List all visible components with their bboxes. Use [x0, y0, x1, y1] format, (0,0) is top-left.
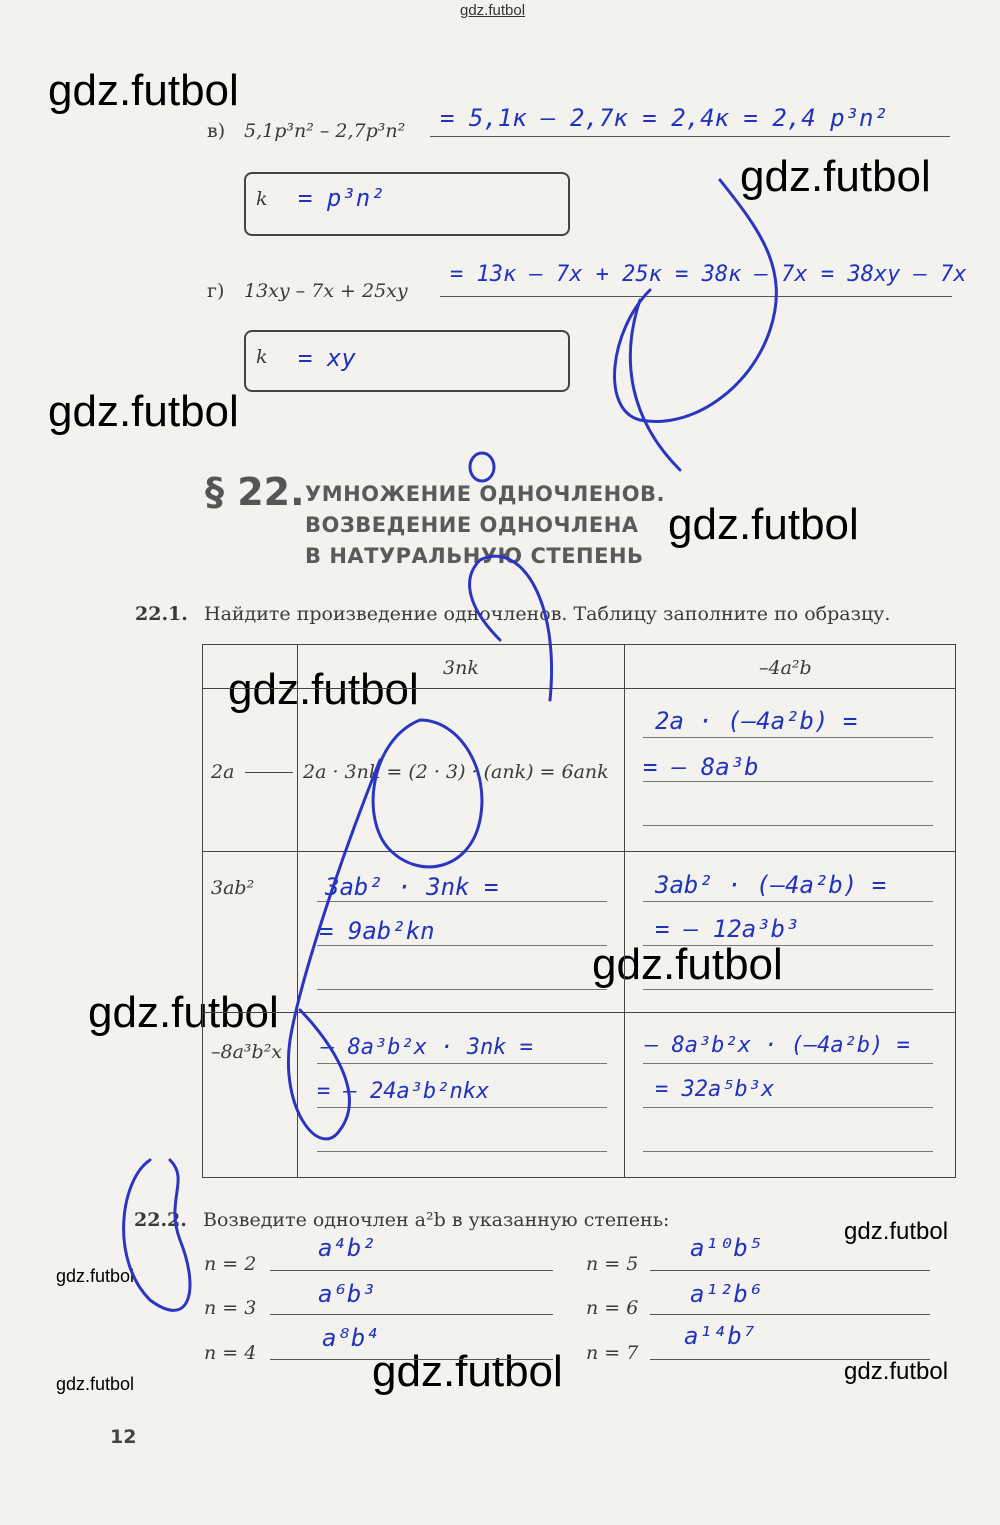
watermark: gdz.futbol: [740, 152, 931, 201]
power-label: n = 4: [204, 1342, 257, 1364]
watermark-top: gdz.futbol: [460, 2, 526, 19]
row-header: 2a: [211, 761, 235, 783]
k-value: = p³n²: [298, 184, 385, 212]
watermark: gdz.futbol: [48, 387, 239, 436]
section-title-line: УМНОЖЕНИЕ ОДНОЧЛЕНОВ.: [305, 482, 666, 506]
exercise-g-expression: 13xy – 7x + 25xy: [244, 280, 408, 302]
task-number: 22.2.: [134, 1209, 187, 1231]
row-header: –8a³b²x: [211, 1041, 283, 1063]
power-answer: a⁸b⁴: [322, 1324, 380, 1352]
watermark: gdz.futbol: [844, 1218, 949, 1245]
power-label: n = 2: [204, 1253, 257, 1275]
row-header: 3ab²: [211, 877, 255, 899]
power-label: n = 3: [204, 1297, 257, 1319]
section-title-line: В НАТУРАЛЬНУЮ СТЕПЕНЬ: [305, 544, 644, 568]
watermark: gdz.futbol: [668, 500, 859, 549]
table-answer: 3ab² · 3nk =: [325, 873, 499, 901]
k-value: = xy: [298, 344, 356, 372]
table-answer: = – 12a³b³: [655, 915, 800, 943]
table-answer: = 9ab²kn: [319, 917, 435, 945]
task-text: Найдите произведение одночленов. Таблицу заполните по образцу.: [204, 603, 891, 625]
task-text: Возведите одночлен a²b в указанную степень:: [203, 1209, 670, 1231]
k-label: k: [256, 346, 268, 368]
watermark: gdz.futbol: [228, 665, 419, 714]
exercise-v-label: в): [207, 120, 226, 142]
exercise-g-label: г): [207, 280, 225, 302]
table-answer: = – 8a³b: [643, 753, 759, 781]
table-answer: – 8a³b²x · 3nk =: [321, 1035, 533, 1060]
power-answer: a¹²b⁶: [690, 1280, 763, 1308]
power-answer: a¹⁴b⁷: [684, 1322, 757, 1350]
col-header: –4a²b: [759, 657, 812, 679]
section-title-line: ВОЗВЕДЕНИЕ ОДНОЧЛЕНА: [305, 513, 639, 537]
table-answer: 3ab² · (–4a²b) =: [655, 871, 887, 899]
sample-cell: 2a · 3nk = (2 · 3) · (ank) = 6ank: [303, 761, 609, 783]
section-number: § 22.: [205, 470, 305, 514]
exercise-v-answer: = 5,1к – 2,7к = 2,4к = 2,4 p³n²: [440, 104, 888, 132]
table-answer: – 8a³b²x · (–4a²b) =: [645, 1033, 910, 1058]
watermark: gdz.futbol: [56, 1266, 135, 1286]
power-label: n = 6: [586, 1297, 639, 1319]
page-number: 12: [110, 1426, 137, 1448]
exercise-g-answer: = 13к – 7x + 25к = 38к – 7x = 38xy – 7x: [450, 262, 967, 287]
power-label: n = 7: [586, 1342, 639, 1364]
watermark: gdz.futbol: [592, 940, 783, 989]
watermark: gdz.futbol: [56, 1374, 135, 1394]
power-answer: a⁶b³: [318, 1280, 376, 1308]
task-number: 22.1.: [135, 603, 188, 625]
power-answer: a⁴b²: [318, 1234, 376, 1262]
watermark: gdz.futbol: [88, 988, 279, 1037]
power-label: n = 5: [586, 1253, 639, 1275]
table-answer: 2a · (–4a²b) =: [655, 707, 858, 735]
watermark: gdz.futbol: [48, 66, 239, 115]
k-label: k: [256, 188, 268, 210]
table-answer: = – 24a³b²nkx: [317, 1079, 490, 1104]
table-answer: = 32a⁵b³x: [655, 1077, 775, 1102]
watermark: gdz.futbol: [844, 1358, 949, 1385]
power-answer: a¹⁰b⁵: [690, 1234, 763, 1262]
col-header: 3nk: [443, 657, 479, 679]
watermark: gdz.futbol: [372, 1347, 563, 1396]
exercise-v-expression: 5,1p³n² – 2,7p³n²: [244, 120, 406, 142]
